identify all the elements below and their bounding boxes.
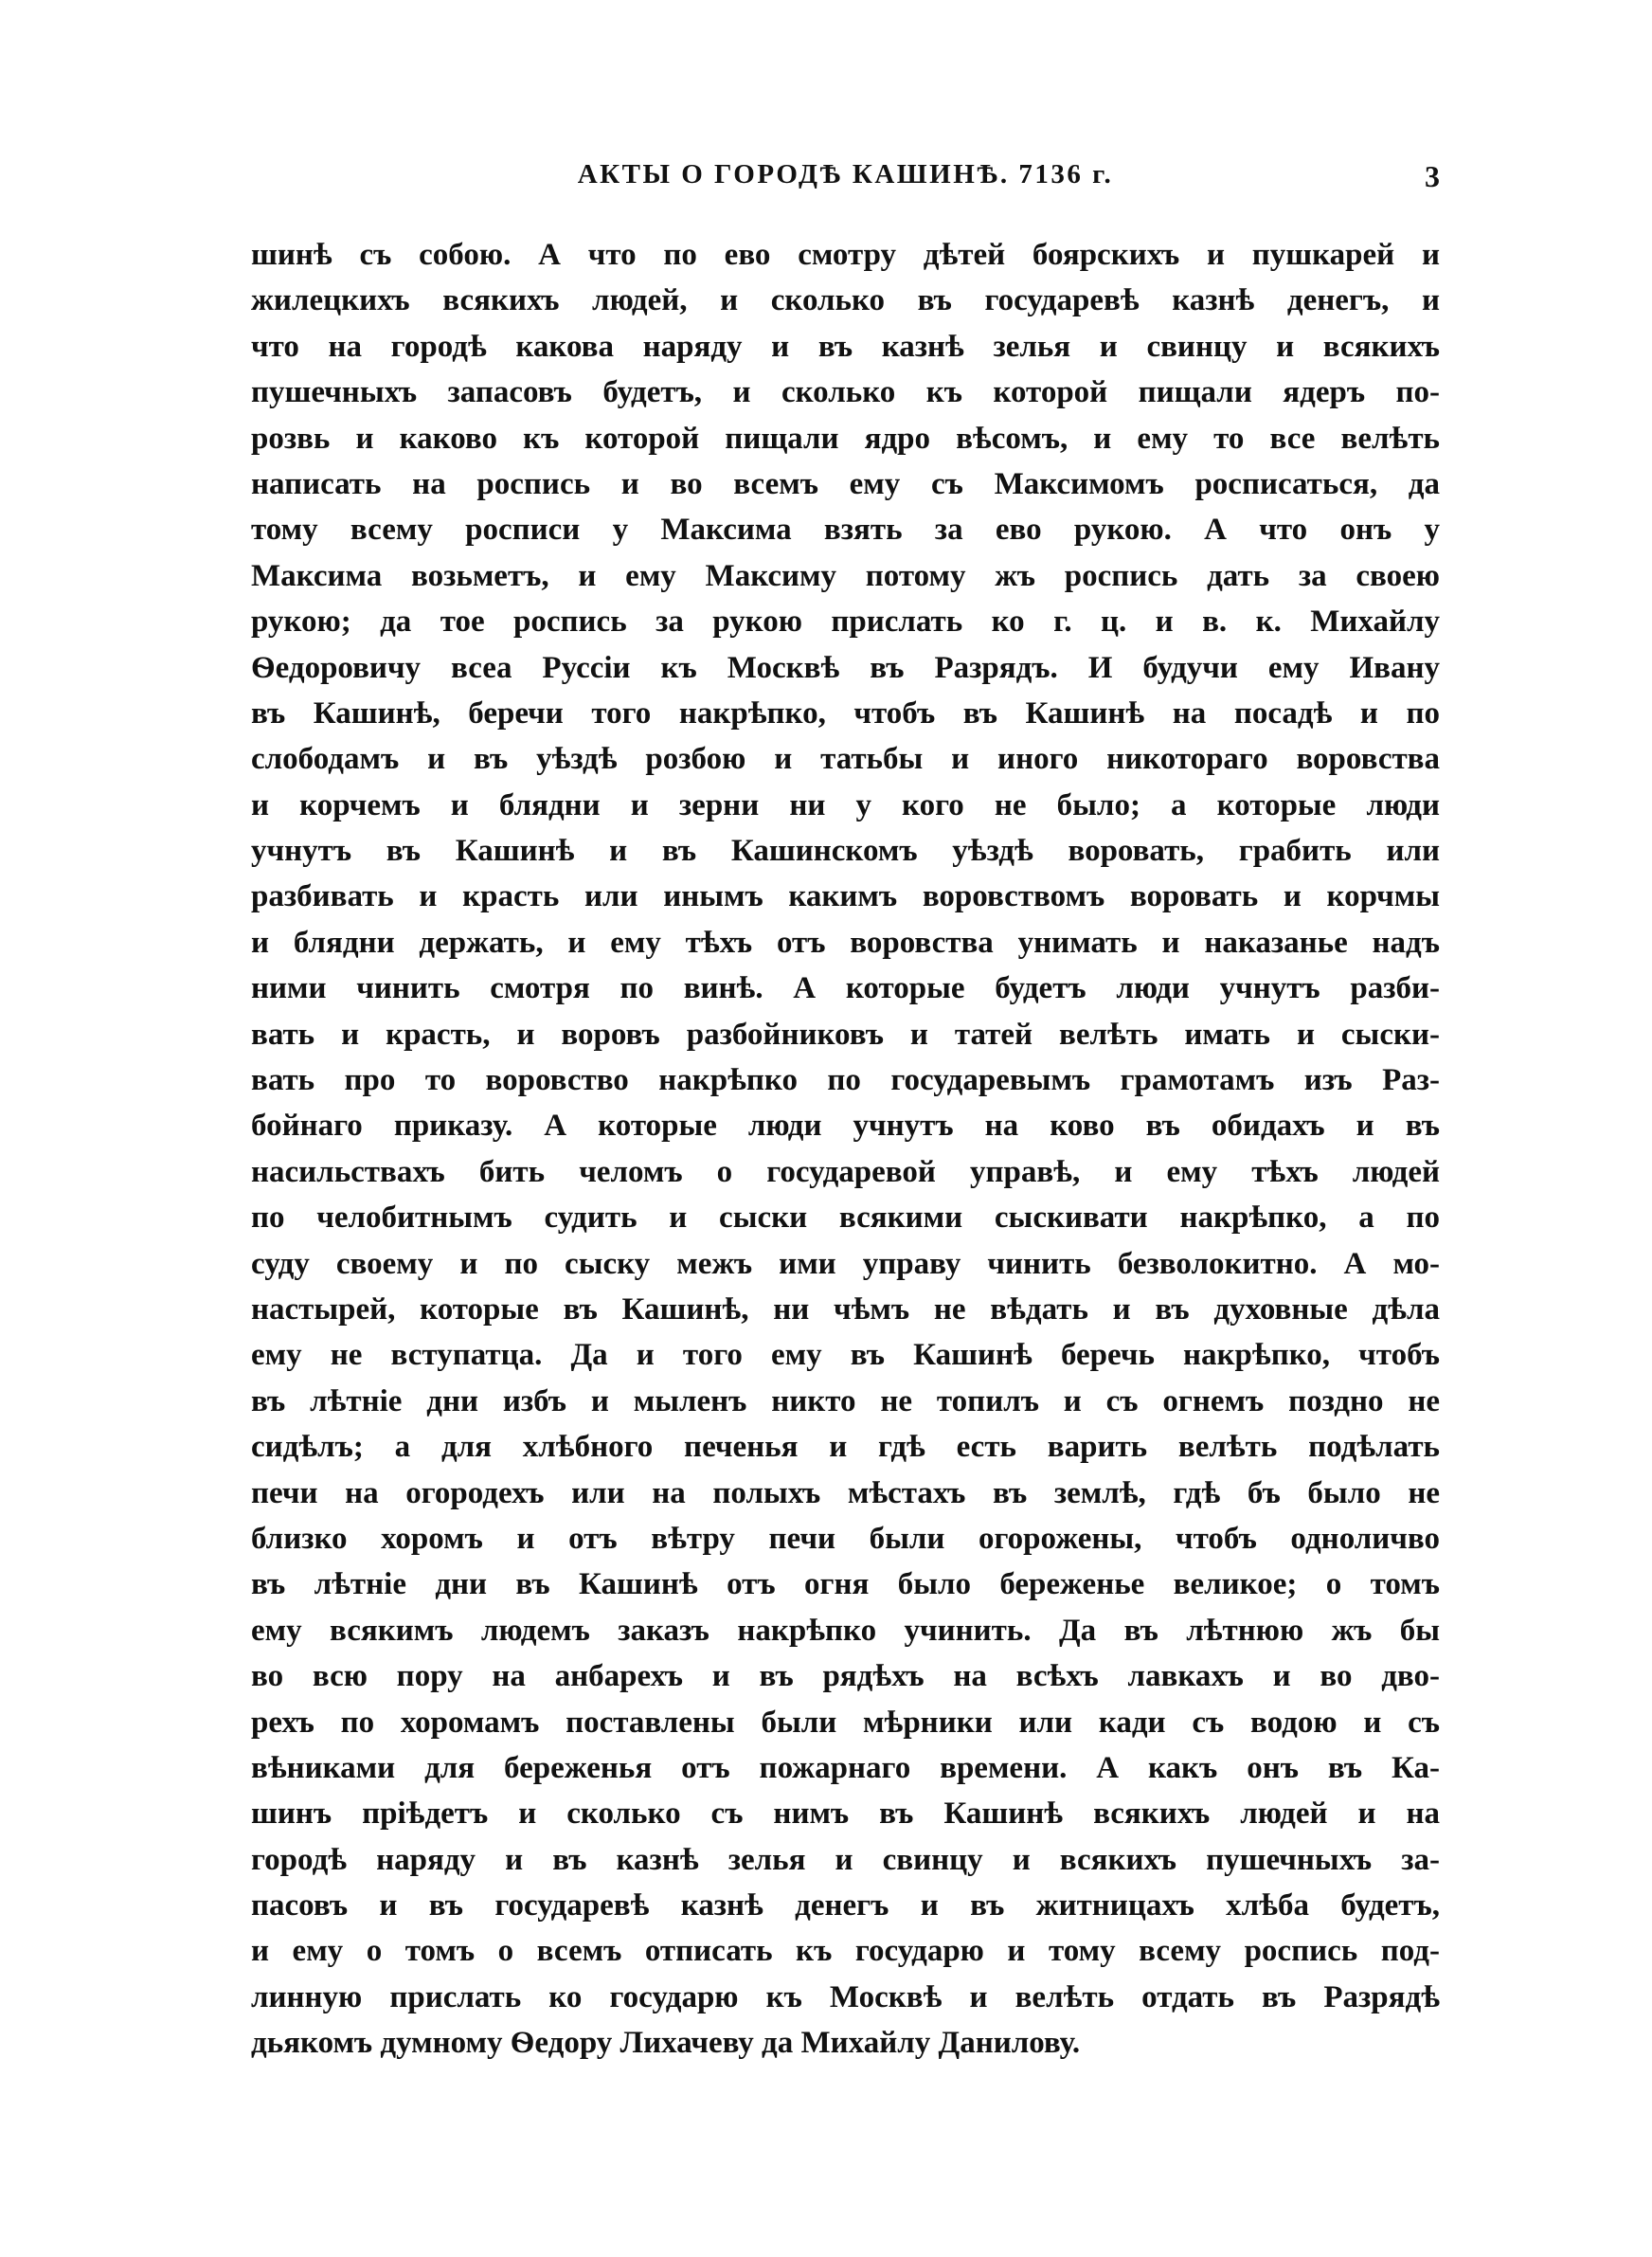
text-line: розвь и каково къ которой пищали ядро вѣсомъ, и ему то все велѣть xyxy=(251,421,1440,456)
page-header xyxy=(251,159,1440,207)
text-line: вѣниками для береженья отъ пожарнаго времени. А какъ онъ въ Ка- xyxy=(251,1750,1440,1785)
text-line: ему не вступатца. Да и того ему въ Кашинѣ беречь накрѣпко, чтобъ xyxy=(251,1338,1440,1373)
text-line: вать про то воровство накрѣпко по государевымъ грамотамъ изъ Раз- xyxy=(251,1063,1440,1098)
text-line: тому всему росписи у Максима взять за ево рукою. А что онъ у xyxy=(251,513,1440,548)
text-line: и блядни держать, и ему тѣхъ отъ воровства унимать и наказанье надъ xyxy=(251,925,1440,960)
text-line: учнутъ въ Кашинѣ и въ Кашинскомъ уѣздѣ воровать, грабить или xyxy=(251,834,1440,869)
text-line: рукою; да тое роспись за рукою прислать ко г. ц. и в. к. Михайлу xyxy=(251,605,1440,640)
text-line: и корчемъ и блядни и зерни ни у кого не было; а которые люди xyxy=(251,787,1440,822)
body-text xyxy=(251,232,1440,2067)
text-line: печи на огородехъ или на полыхъ мѣстахъ въ землѣ, гдѣ бъ было не xyxy=(251,1475,1440,1510)
text-line: Максима возьметъ, и ему Максиму потому жъ роспись дать за своею xyxy=(251,558,1440,593)
text-line: въ Кашинѣ, беречи того накрѣпко, чтобъ въ Кашинѣ на посадѣ и по xyxy=(251,695,1440,731)
running-title: АКТЫ О ГОРОДѢ КАШИНѢ. 7136 г. xyxy=(577,159,1114,190)
text-line: пасовъ и въ государевѣ казнѣ денегъ и въ житницахъ хлѣба будетъ, xyxy=(251,1888,1440,1923)
text-line: рехъ по хоромамъ поставлены были мѣрники или кади съ водою и съ xyxy=(251,1705,1440,1740)
text-line: жилецкихъ всякихъ людей, и сколько въ государевѣ казнѣ денегъ, и xyxy=(251,283,1440,318)
text-line: суду своему и по сыску межъ ими управу чинить безволокитно. А мо- xyxy=(251,1246,1440,1281)
text-line: сидѣлъ; а для хлѣбного печенья и гдѣ есть варить велѣть подѣлать xyxy=(251,1430,1440,1465)
text-line: дьякомъ думному Ѳедору Лихачеву да Михайлу Данилову. xyxy=(251,2026,1081,2061)
text-line: и ему о томъ о всемъ отписать къ государю и тому всему роспись под- xyxy=(251,1934,1440,1969)
text-line: Ѳедоровичу всеа Руссіи къ Москвѣ въ Разрядъ. И будучи ему Ивану xyxy=(251,650,1440,685)
text-line: во всю пору на анбарехъ и въ рядѣхъ на всѣхъ лавкахъ и во дво- xyxy=(251,1659,1440,1694)
text-line: въ лѣтніе дни избъ и мыленъ никто не топилъ и съ огнемъ поздно не xyxy=(251,1383,1440,1418)
text-line: вать и красть, и воровъ разбойниковъ и татей велѣть имать и сыски- xyxy=(251,1017,1440,1052)
text-line: шинъ пріѣдетъ и сколько съ нимъ въ Кашинѣ всякихъ людей и на xyxy=(251,1797,1440,1832)
text-line: ними чинить смотря по винѣ. А которые будетъ люди учнутъ разби- xyxy=(251,971,1440,1006)
text-line: близко хоромъ и отъ вѣтру печи были огорожены, чтобъ одноличво xyxy=(251,1521,1440,1556)
page-number: 3 xyxy=(1425,159,1440,193)
text-line: что на городѣ какова наряду и въ казнѣ зелья и свинцу и всякихъ xyxy=(251,329,1440,364)
text-line: по челобитнымъ судить и сыски всякими сыскивати накрѣпко, а по xyxy=(251,1201,1440,1236)
text-line: разбивать и красть или инымъ какимъ воровствомъ воровать и корчмы xyxy=(251,879,1440,914)
text-line: въ лѣтніе дни въ Кашинѣ отъ огня было береженье великое; о томъ xyxy=(251,1567,1440,1602)
text-line: городѣ наряду и въ казнѣ зелья и свинцу и всякихъ пушечныхъ за- xyxy=(251,1842,1440,1877)
text-line: настырей, которые въ Кашинѣ, ни чѣмъ не вѣдать и въ духовные дѣла xyxy=(251,1291,1440,1327)
text-line: написать на роспись и во всемъ ему съ Максимомъ росписаться, да xyxy=(251,466,1440,501)
text-line: пушечныхъ запасовъ будетъ, и сколько къ которой пищали ядеръ по- xyxy=(251,375,1440,410)
text-line: насильствахъ бить челомъ о государевой управѣ, и ему тѣхъ людей xyxy=(251,1154,1440,1189)
text-line: слободамъ и въ уѣздѣ розбою и татьбы и иного никотораго воровства xyxy=(251,742,1440,777)
text-line: бойнаго приказу. А которые люди учнутъ на ково въ обидахъ и въ xyxy=(251,1109,1440,1144)
text-line: шинѣ съ собою. А что по ево смотру дѣтей боярскихъ и пушкарей и xyxy=(251,238,1440,272)
text-line: ему всякимъ людемъ заказъ накрѣпко учинить. Да въ лѣтнюю жъ бы xyxy=(251,1613,1440,1648)
text-line: линную прислать ко государю къ Москвѣ и велѣть отдать въ Разрядѣ xyxy=(251,1979,1440,2014)
